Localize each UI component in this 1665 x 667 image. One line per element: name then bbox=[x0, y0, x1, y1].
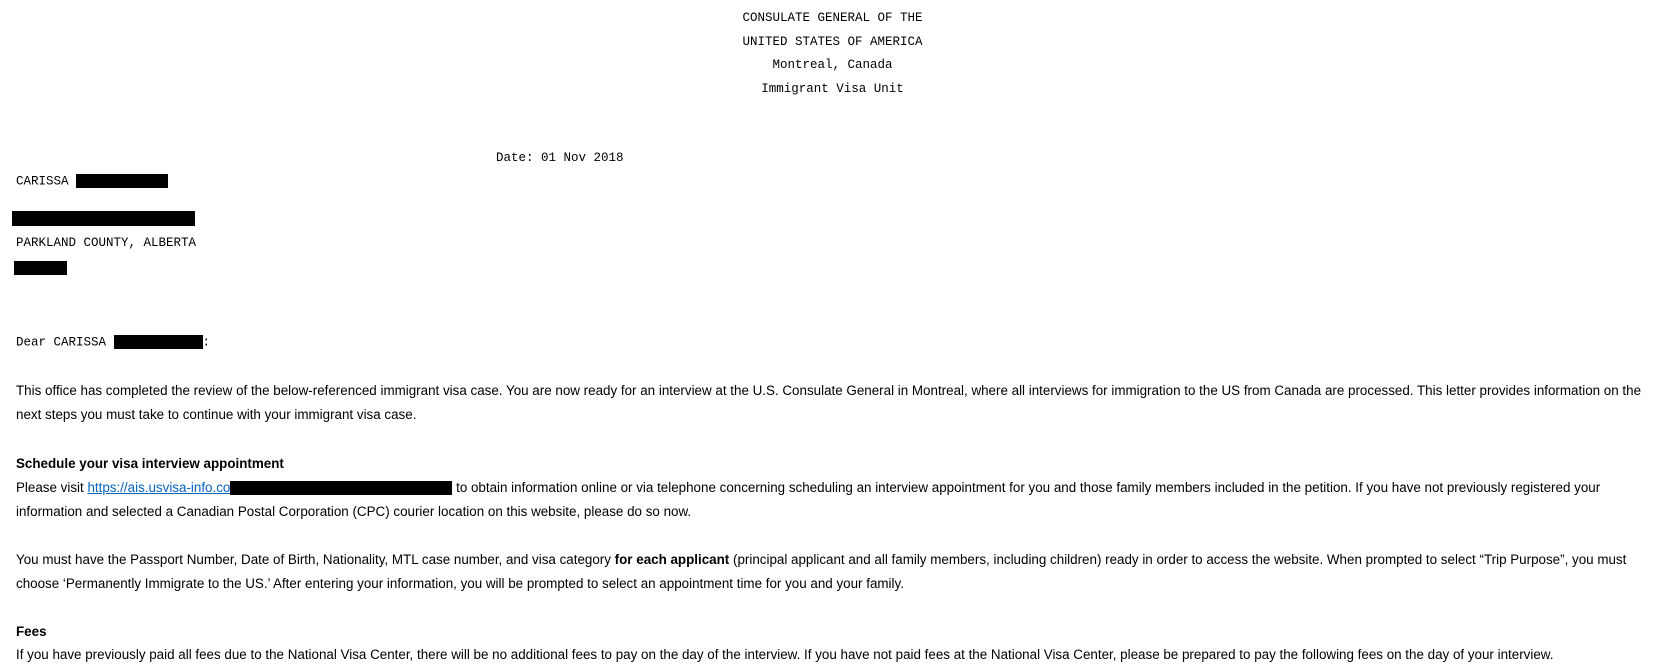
letterhead-line-2: UNITED STATES OF AMERICA bbox=[742, 35, 923, 49]
visit-rest: to obtain information online or via telephone concerning scheduling an interview appointment for you and those family members included in the petition. If you have not previously registered your information and selected a Canadian Postal Corporation (CPC) courier location on this website, please do so now. bbox=[16, 480, 1601, 519]
redaction-bar bbox=[14, 261, 67, 275]
requirements-paragraph bbox=[16, 548, 1661, 596]
redaction-bar bbox=[76, 174, 168, 188]
intro-paragraph: This office has completed the review of the below-referenced immigrant visa case. You are now ready for an interview at the U.S. Consulate General in Montreal, where all interviews for immigration to the US from Canada are processed. This letter provides information on the next steps you must take to continue with your immigrant visa case. bbox=[16, 383, 1642, 422]
requirements-prefix: You must have the Passport Number, Date of Birth, Nationality, MTL case number, and visa category bbox=[16, 552, 615, 567]
salutation-prefix: Dear CARISSA bbox=[16, 335, 107, 350]
fees-heading: Fees bbox=[16, 624, 47, 639]
letter-date: Date: 01 Nov 2018 bbox=[496, 151, 624, 165]
schedule-heading: Schedule your visa interview appointment bbox=[16, 456, 284, 471]
recipient-name-line bbox=[16, 174, 168, 188]
visa-info-link[interactable]: https://ais.usvisa-info.co bbox=[87, 480, 231, 495]
letterhead-line-1: CONSULATE GENERAL OF THE bbox=[742, 11, 923, 25]
requirements-rest: (principal applicant and all family members, including children) ready in order to access the website. When prompted to select “Trip Purpose”, you must choose ‘Permanently Immigrate to the US.’ After entering your information, you will be prompted to select an appointment time for you and your family. bbox=[16, 552, 1627, 591]
salutation bbox=[16, 335, 210, 349]
requirements-bold: for each applicant bbox=[614, 552, 730, 567]
redaction-bar bbox=[230, 481, 452, 495]
schedule-paragraph bbox=[16, 476, 1661, 524]
letterhead-line-4: Immigrant Visa Unit bbox=[761, 82, 904, 96]
recipient-location: PARKLAND COUNTY, ALBERTA bbox=[16, 236, 197, 250]
letterhead-line-3: Montreal, Canada bbox=[772, 58, 893, 72]
recipient-name: CARISSA bbox=[16, 174, 69, 189]
salutation-suffix: : bbox=[202, 335, 211, 350]
redaction-bar bbox=[114, 335, 203, 349]
redaction-bar bbox=[12, 211, 195, 226]
fees-paragraph: If you have previously paid all fees due to the National Visa Center, there will be no additional fees to pay on the day of the interview. If you have not paid fees at the National Visa Center, please be prepared to pay the following fees on the day of your interview. bbox=[16, 647, 1554, 662]
visit-prefix: Please visit bbox=[16, 480, 88, 495]
